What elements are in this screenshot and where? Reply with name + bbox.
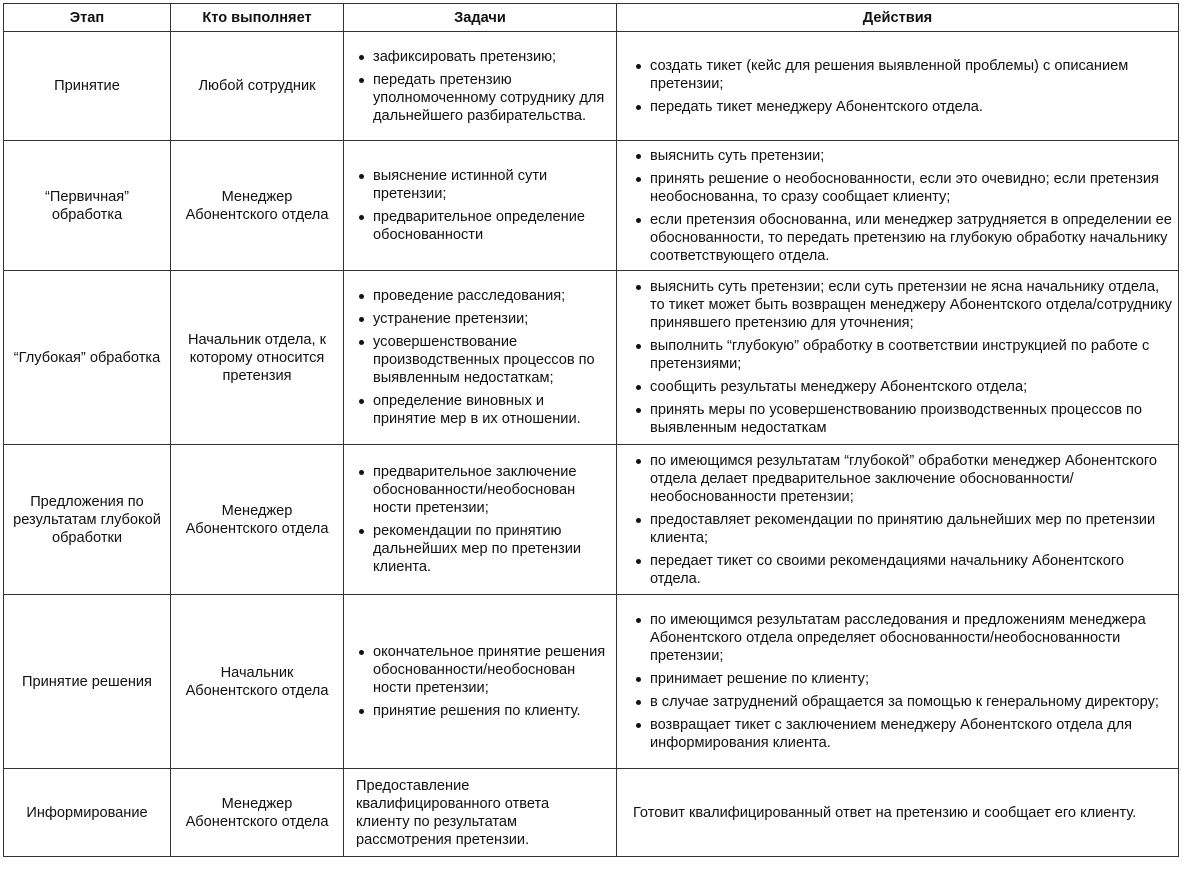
list-item: создать тикет (кейс для решения выявленной проблемы) с описанием претензии; [631,57,1174,93]
who-cell: Менеджер Абонентского отдела [171,141,344,271]
list-item: выполнить “глубокую” обработку в соответствии инструкцией по работе с претензиями; [631,337,1174,373]
tasks-list [354,48,608,125]
tasks-cell [344,32,617,141]
actions-list [631,611,1174,752]
header-stage: Этап [4,4,171,32]
table-row [4,595,1179,769]
table-row [4,271,1179,445]
stage-cell: Принятие решения [4,595,171,769]
header-actions: Действия [617,4,1179,32]
tasks-cell [344,271,617,445]
table-row [4,445,1179,595]
complaint-process-table [3,3,1179,857]
actions-cell [617,595,1179,769]
tasks-text: Предоставление квалифицированного ответа клиенту по результатам рассмотрения претензии. [356,777,550,848]
table-row [4,32,1179,141]
actions-cell [617,141,1179,271]
list-item: если претензия обоснованна, или менеджер затрудняется в определении ее обоснованности, то передать претензию на глубокую обработку начальнику соответствующего отдела. [631,211,1174,265]
tasks-list [354,167,608,244]
stage-cell: Информирование [4,769,171,857]
list-item: зафиксировать претензию; [354,48,608,66]
actions-list [631,452,1174,588]
list-item: окончательное принятие решения обоснованности/необоснован ности претензии; [354,643,608,697]
list-item: определение виновных и принятие мер в их отношении. [354,392,608,428]
list-item: возвращает тикет с заключением менеджеру Абонентского отдела для информирования клиента. [631,716,1174,752]
stage-cell: “Глубокая” обработка [4,271,171,445]
list-item: выяснение истинной сути претензии; [354,167,608,203]
tasks-cell [344,141,617,271]
stage-cell: Предложения по результатам глубокой обработки [4,445,171,595]
stage-cell: “Первичная” обработка [4,141,171,271]
table-header-row [4,4,1179,32]
who-cell: Начальник Абонентского отдела [171,595,344,769]
list-item: проведение расследования; [354,287,608,305]
stage-cell: Принятие [4,32,171,141]
list-item: выяснить суть претензии; [631,147,1174,165]
actions-text: Готовит квалифицированный ответ на претензию и сообщает его клиенту. [633,804,1137,821]
actions-cell [617,271,1179,445]
who-cell: Начальник отдела, к которому относится претензия [171,271,344,445]
list-item: устранение претензии; [354,310,608,328]
table-row [4,141,1179,271]
actions-list [631,57,1174,116]
who-cell: Любой сотрудник [171,32,344,141]
list-item: предварительное определение обоснованности [354,208,608,244]
actions-list [631,147,1174,265]
tasks-list [354,287,608,428]
list-item: передает тикет со своими рекомендациями начальнику Абонентского отдела. [631,552,1174,588]
header-who: Кто выполняет [171,4,344,32]
table-row [4,769,1179,857]
list-item: принять меры по усовершенствованию производственных процессов по выявленным недостаткам [631,401,1174,437]
document-page [3,3,1178,857]
list-item: по имеющимся результатам расследования и предложениям менеджера Абонентского отдела определяет обоснованности/необоснованности претензии; [631,611,1174,665]
list-item: передать претензию уполномоченному сотруднику для дальнейшего разбирательства. [354,71,608,125]
actions-cell [617,769,1179,857]
list-item: принять решение о необоснованности, если это очевидно; если претензия необоснованна, то сразу сообщает клиенту; [631,170,1174,206]
list-item: выяснить суть претензии; если суть претензии не ясна начальнику отдела, то тикет может быть возвращен менеджеру Абонентского отдела/сотруднику принявшего претензию для уточнения; [631,278,1174,332]
list-item: по имеющимся результатам “глубокой” обработки менеджер Абонентского отдела делает предварительное заключение обоснованности/необоснованности претензии; [631,452,1174,506]
list-item: передать тикет менеджеру Абонентского отдела. [631,98,1174,116]
header-tasks: Задачи [344,4,617,32]
list-item: принятие решения по клиенту. [354,702,608,720]
who-cell: Менеджер Абонентского отдела [171,445,344,595]
list-item: предоставляет рекомендации по принятию дальнейших мер по претензии клиента; [631,511,1174,547]
list-item: рекомендации по принятию дальнейших мер по претензии клиента. [354,522,608,576]
actions-cell [617,445,1179,595]
who-cell: Менеджер Абонентского отдела [171,769,344,857]
list-item: сообщить результаты менеджеру Абонентского отдела; [631,378,1174,396]
tasks-cell [344,445,617,595]
list-item: принимает решение по клиенту; [631,670,1174,688]
tasks-cell [344,769,617,857]
list-item: предварительное заключение обоснованности/необоснован ности претензии; [354,463,608,517]
tasks-cell [344,595,617,769]
actions-list [631,278,1174,437]
tasks-list [354,643,608,720]
list-item: усовершенствование производственных процессов по выявленным недостаткам; [354,333,608,387]
tasks-list [354,463,608,576]
list-item: в случае затруднений обращается за помощью к генеральному директору; [631,693,1174,711]
actions-cell [617,32,1179,141]
